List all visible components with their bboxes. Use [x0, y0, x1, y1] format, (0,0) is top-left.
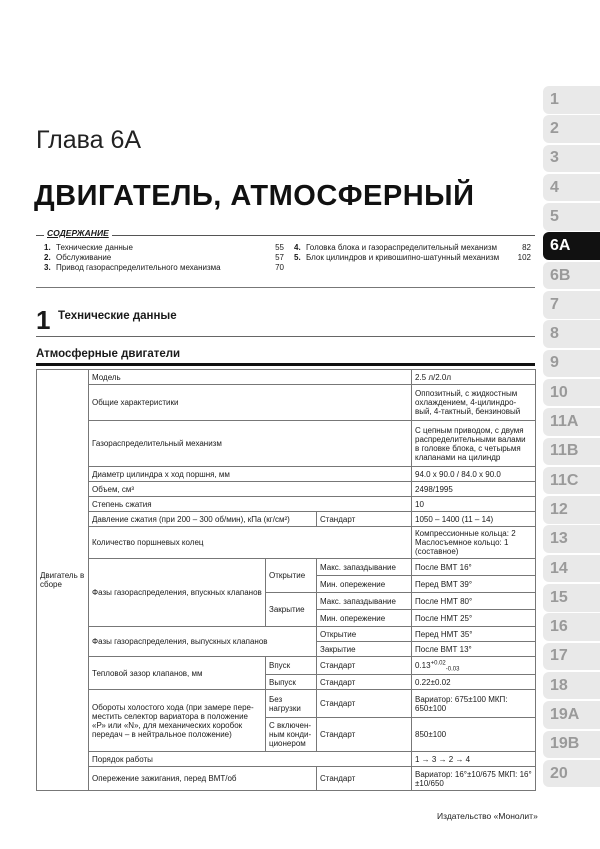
table-row [37, 527, 536, 559]
chapter-tab-7[interactable]: 7 [543, 291, 600, 319]
chapter-tab-1[interactable]: 1 [543, 86, 600, 114]
exhaust-close-value: После ВМТ 13° [412, 642, 536, 657]
table-row [37, 497, 536, 512]
volume-label: Объем, см³ [89, 482, 412, 497]
toc-page: 57 [275, 253, 284, 262]
idle-standard-label: Стандарт [317, 718, 412, 752]
toc-right-column [294, 243, 531, 263]
volume-value: 2498/1995 [412, 482, 536, 497]
rings-value: Компрессионные кольца: 2 Маслосъемное кольцо: 1 (составное) [412, 527, 536, 559]
clearance-label: Тепловой зазор клапанов, мм [89, 657, 266, 690]
chapter-tab-20[interactable]: 20 [543, 760, 600, 788]
toc-number: 5. [294, 253, 301, 262]
exhaust-closing-label: Закрытие [317, 642, 412, 657]
table-row [37, 767, 536, 791]
general-value: Оппозитный, с жидкостным охлаждением, 4-цилиндро-вый, 4-тактный, бензиновый [412, 385, 536, 421]
toc-text: Технические данные [56, 243, 134, 252]
intake-timing-label: Фазы газораспределения, впускных клапанов [89, 559, 266, 627]
intake-open-max: После ВМТ 16° [412, 559, 536, 576]
toc-page: 70 [275, 263, 284, 272]
toc-text: Привод газораспределительного механизма [56, 263, 221, 272]
compression-label: Степень сжатия [89, 497, 412, 512]
spec-table [36, 369, 536, 791]
toc-entry[interactable] [44, 243, 284, 253]
clearance-standard-label: Стандарт [317, 657, 412, 675]
general-label: Общие характеристики [89, 385, 412, 421]
intake-opening-label: Открытие [266, 559, 317, 593]
chapter-tab-9[interactable]: 9 [543, 350, 600, 378]
ignition-value: Вариатор: 16°±10/675 МКП: 16°±10/650 [412, 767, 536, 791]
toc-entry[interactable] [294, 243, 531, 253]
bore-label: Диаметр цилиндра x ход поршня, мм [89, 467, 412, 482]
toc-number: 2. [44, 253, 51, 262]
toc-divider [36, 287, 535, 288]
toc-entry[interactable] [44, 263, 284, 273]
chapter-tabs [543, 86, 600, 789]
chapter-tab-6b[interactable]: 6B [543, 262, 600, 290]
compression-value: 10 [412, 497, 536, 512]
firing-label: Порядок работы [89, 752, 412, 767]
toc-left-column [44, 243, 284, 273]
toc-page: 102 [517, 253, 531, 262]
max-delay-label: Макс. запаздывание [317, 559, 412, 576]
intake-open-min: Перед ВМТ 39° [412, 576, 536, 593]
chapter-tab-12[interactable]: 12 [543, 496, 600, 524]
firing-value: 1 → 3 → 2 → 4 [412, 752, 536, 767]
intake-close-min: После НМТ 25° [412, 610, 536, 627]
table-row [37, 752, 536, 767]
table-row [37, 559, 536, 576]
valve-mech-value: С цепным приводом, с двумя распределительными валами в головке блока, с четырьмя клапанами на цилиндр [412, 421, 536, 467]
table-row [37, 657, 536, 675]
chapter-tab-6a[interactable]: 6A [543, 232, 600, 260]
table-row [37, 467, 536, 482]
intake-closing-label: Закрытие [266, 593, 317, 627]
toc-text: Блок цилиндров и кривошипно-шатунный механизм [306, 253, 500, 262]
chapter-label: Глава 6А [36, 126, 142, 154]
rings-label: Количество поршневых колец [89, 527, 412, 559]
toc-number: 4. [294, 243, 301, 252]
idle-standard-label: Стандарт [317, 690, 412, 718]
ignition-standard-label: Стандарт [317, 767, 412, 791]
exhaust-open-value: Перед НМТ 35° [412, 627, 536, 642]
toc-number: 3. [44, 263, 51, 272]
table-row [37, 512, 536, 527]
exhaust-opening-label: Открытие [317, 627, 412, 642]
model-value: 2.5 л/2.0л [412, 370, 536, 385]
chapter-tab-14[interactable]: 14 [543, 555, 600, 583]
page-title: ДВИГАТЕЛЬ, АТМОСФЕРНЫЙ [34, 180, 475, 212]
max-delay-label: Макс. запаздывание [317, 593, 412, 610]
pressure-condition: Стандарт [317, 512, 412, 527]
publisher: Издательство «Монолит» [437, 811, 538, 821]
toc-text: Обслуживание [56, 253, 112, 262]
table-row [37, 385, 536, 421]
table-top-rule [36, 363, 535, 366]
chapter-tab-5[interactable]: 5 [543, 203, 600, 231]
toc-page: 55 [275, 243, 284, 252]
idle-label: Обороты холостого хода (при замере пере-местить селектор вариатора в положение «Р» или «N», для механических коробок передач – в нейтральное положение) [89, 690, 266, 752]
chapter-tab-2[interactable]: 2 [543, 115, 600, 143]
exhaust-timing-label: Фазы газораспределения, выпускных клапанов [89, 627, 317, 657]
idle-ac-label: С включен-ным конди-ционером [266, 718, 317, 752]
group-label: Двигатель в сборе [37, 370, 89, 791]
section-number: 1 [36, 305, 51, 335]
intake-close-max: После НМТ 80° [412, 593, 536, 610]
chapter-tab-11a[interactable]: 11A [543, 408, 600, 436]
model-label: Модель [89, 370, 412, 385]
table-row [37, 482, 536, 497]
ignition-label: Опережение зажигания, перед ВМТ/об [89, 767, 317, 791]
chapter-tab-15[interactable]: 15 [543, 584, 600, 612]
pressure-value: 1050 – 1400 (11 – 14) [412, 512, 536, 527]
table-row [37, 421, 536, 467]
pressure-label: Давление сжатия (при 200 – 300 об/мин), кПа (кг/см²) [89, 512, 317, 527]
section-title: Технические данные [58, 310, 177, 322]
clearance-exhaust-label: Выпуск [266, 675, 317, 690]
chapter-tab-19a[interactable]: 19A [543, 701, 600, 729]
toc-text: Головка блока и газораспределительный механизм [306, 243, 498, 252]
idle-noload-label: Без нагрузки [266, 690, 317, 718]
bore-value: 94.0 x 90.0 / 84.0 x 90.0 [412, 467, 536, 482]
min-advance-label: Мин. опережение [317, 610, 412, 627]
chapter-tab-18[interactable]: 18 [543, 672, 600, 700]
toc-heading: СОДЕРЖАНИЕ [44, 228, 112, 238]
toc-entry[interactable] [294, 253, 531, 263]
chapter-tab-11c[interactable]: 11C [543, 467, 600, 495]
chapter-tab-11b[interactable]: 11B [543, 438, 600, 466]
idle-ac-value: 850±100 [412, 718, 536, 752]
chapter-tab-16[interactable]: 16 [543, 613, 600, 641]
chapter-tab-4[interactable]: 4 [543, 174, 600, 202]
table-of-contents [36, 228, 535, 286]
chapter-tab-8[interactable]: 8 [543, 320, 600, 348]
chapter-tab-17[interactable]: 17 [543, 643, 600, 671]
chapter-tab-3[interactable]: 3 [543, 145, 600, 173]
chapter-tab-13[interactable]: 13 [543, 525, 600, 553]
clearance-intake-label: Впуск [266, 657, 317, 675]
clearance-standard-label: Стандарт [317, 675, 412, 690]
subsection-title: Атмосферные двигатели [36, 348, 181, 360]
toc-entry[interactable] [44, 253, 284, 263]
clearance-exhaust-value: 0.22±0.02 [412, 675, 536, 690]
toc-page: 82 [522, 243, 531, 252]
toc-number: 1. [44, 243, 51, 252]
table-row [37, 370, 536, 385]
idle-noload-value: Вариатор: 675±100 МКП: 650±100 [412, 690, 536, 718]
chapter-tab-19b[interactable]: 19B [543, 731, 600, 759]
table-row [37, 690, 536, 718]
chapter-tab-10[interactable]: 10 [543, 379, 600, 407]
section-divider [36, 336, 535, 337]
table-row [37, 627, 536, 642]
clearance-intake-value: $0.13^{+0.02}_{-0.03}$ [412, 657, 536, 675]
valve-mech-label: Газораспределительный механизм [89, 421, 412, 467]
min-advance-label: Мин. опережение [317, 576, 412, 593]
